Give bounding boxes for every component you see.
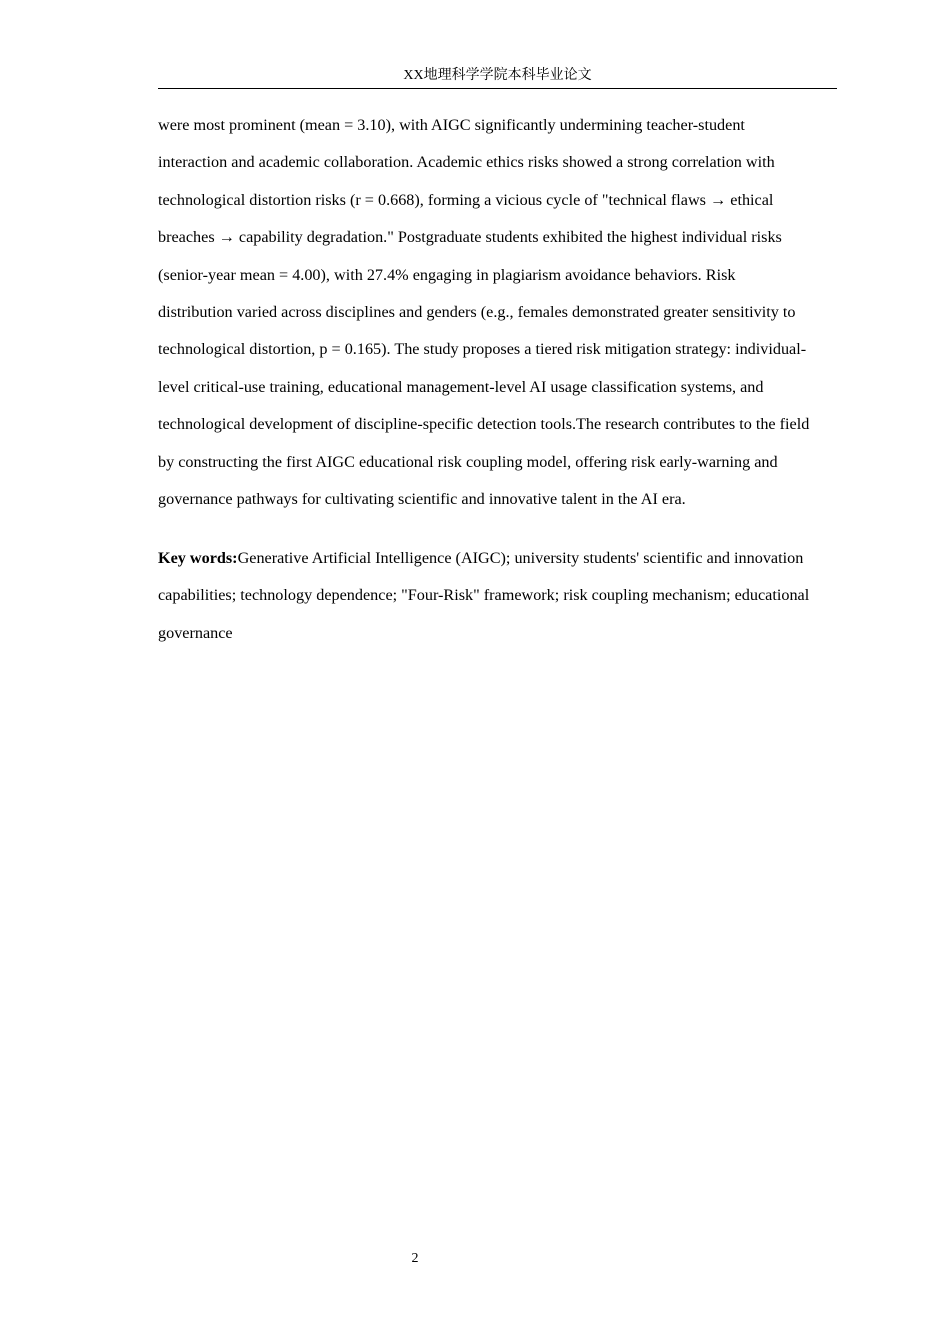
abstract-line: interaction and academic collaboration. Academic ethics risks showed a strong correlation with (158, 153, 775, 172)
abstract-line: technological distortion, p = 0.165). The study proposes a tiered risk mitigation strategy: individual- (158, 340, 807, 359)
abstract-line: breaches → capability degradation." Postgraduate students exhibited the highest individual risks (158, 228, 782, 247)
keywords-paragraph (158, 540, 837, 652)
abstract-line: technological distortion risks (r = 0.668), forming a vicious cycle of "technical flaws → ethical (158, 190, 774, 209)
page-number: 2 (411, 1251, 419, 1266)
keywords-text: Generative Artificial Intelligence (AIGC); university students' scientific and innovation (237, 549, 804, 567)
keywords-line: capabilities; technology dependence; "Four-Risk" framework; risk coupling mechanism; educational (158, 586, 810, 605)
running-header-title: XX地理科学学院本科毕业论文 (403, 68, 592, 83)
keywords-label: Key words: (158, 549, 238, 567)
running-header (158, 66, 837, 89)
abstract-paragraph (158, 107, 837, 518)
abstract-line: by constructing the first AIGC educational risk coupling model, offering risk early-warning and (158, 452, 778, 471)
abstract-line: distribution varied across disciplines and genders (e.g., females demonstrated greater sensitivity to (158, 302, 796, 321)
keywords-line: governance (158, 623, 233, 642)
abstract-line: technological development of discipline-specific detection tools.The research contributes to the field (158, 415, 810, 434)
abstract-line: (senior-year mean = 4.00), with 27.4% engaging in plagiarism avoidance behaviors. Risk (158, 265, 736, 284)
abstract-line: were most prominent (mean = 3.10), with AIGC significantly undermining teacher-student (158, 116, 745, 134)
abstract-line: governance pathways for cultivating scientific and innovative talent in the AI era. (158, 489, 686, 508)
keywords-line (158, 540, 837, 577)
abstract-line: level critical-use training, educational management-level AI usage classification systems, and (158, 377, 764, 396)
